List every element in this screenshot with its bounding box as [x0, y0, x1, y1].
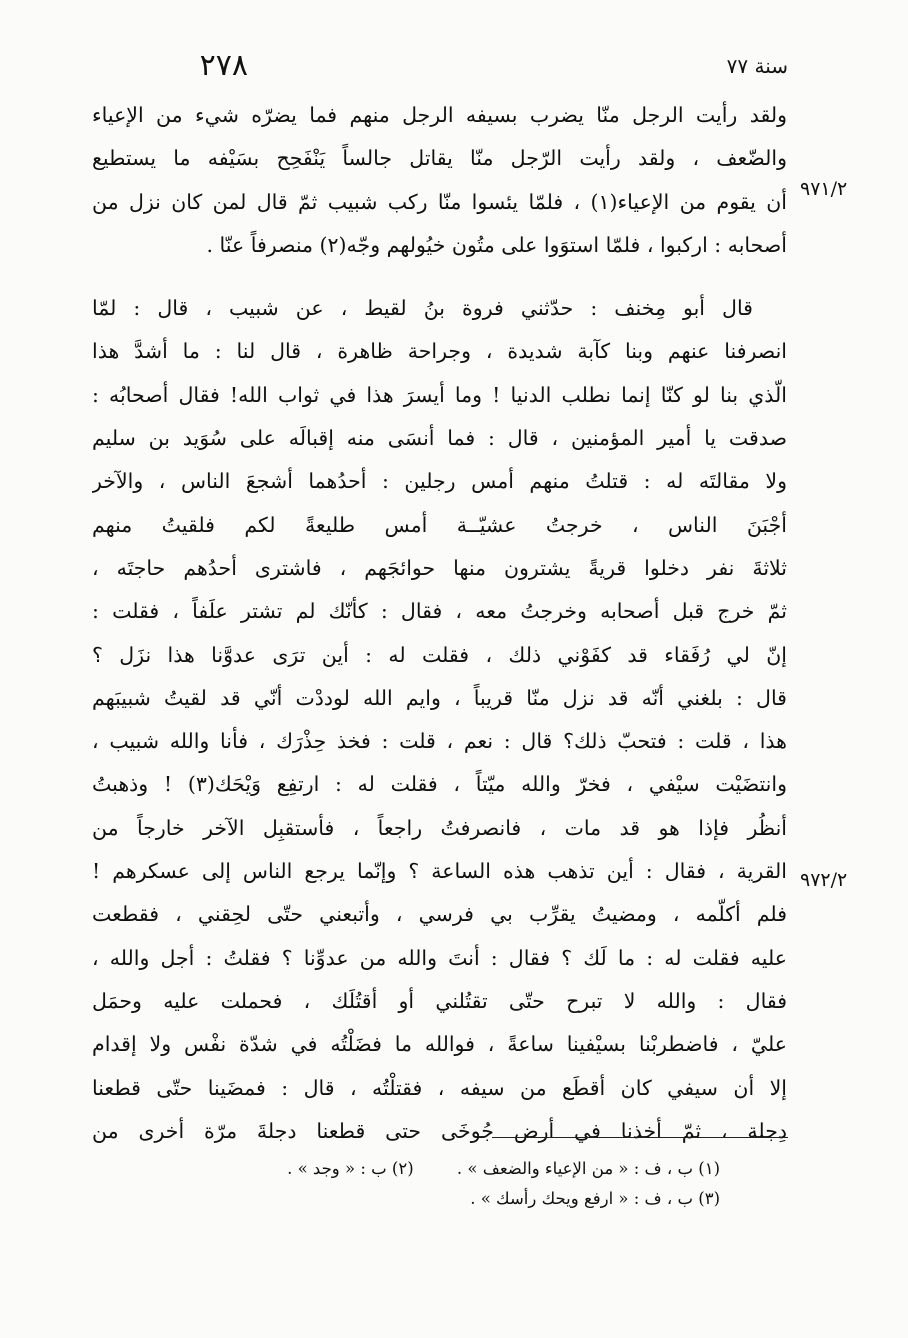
text-line: عليه فقلت له : ما لَك ؟ فقال : أنتَ والله من عدوِّنا ؟ فقلتُ : أجل والله ، [92, 945, 787, 970]
text-line: الّذي بنا لو كنّا إنما نطلب الدنيا ! وما أيسرَ هذا في ثواب الله! فقال أصحابُه : [92, 382, 787, 407]
text-line: القرية ، فقال : أين تذهب هذه الساعة ؟ وإنّما يرجع الناس إلى عسكرهم ! [92, 859, 787, 884]
paragraph-2 [92, 287, 787, 1153]
text-line: أصحابه : اركبوا ، فلمّا استوَوا على متُون خيُولهم وجّه(٢) منصرفاً عنّا . [206, 232, 787, 257]
text-line: عليّ ، فاضطربْنا بسيْفينا ساعةً ، فوالله ما فضَلْتُه في شدّة نفْس ولا إقدام [92, 1032, 787, 1057]
footnote-divider [492, 1137, 788, 1138]
text-line: إنّ لي رُفَقاء قد كفَوْني ذلك ، فقلت له : أين ترَى عدوَّنا هذا نزَل ؟ [92, 642, 787, 667]
page-number: ٢٧٨ [199, 48, 248, 83]
text-line: ولا مقالتَه له : قتلتُ منهم أمس رجلين : أحدُهما أشجعَ الناس ، والآخر [92, 469, 787, 494]
footnote-line [180, 1184, 720, 1214]
text-line: فلم أكلّمه ، ومضيتُ يقرِّب بي فرسي ، وأتبعني حتّى لحِقني ، فقطعت [92, 902, 787, 927]
main-text [92, 94, 787, 1153]
text-line: وانتضَيْت سيْفي ، فخرّ والله ميّتاً ، فقلت له : ارتفِع وَيْحَك(٣) ! وذهبتُ [92, 772, 787, 797]
text-line: أن يقوم من الإعياء(١) ، فلمّا يئسوا منّا ركب شبيب ثمّ قال لمن كان نزل من [92, 189, 787, 214]
paragraph-gap [92, 267, 787, 287]
text-line: قال أبو مِخنف : حدّثني فروة بنُ لقيط ، عن شبيب ، قال : لمّا [92, 296, 753, 321]
text-line: هذا ، قلت : فتحبّ ذلك؟ قال : نعم ، قلت : فخذ حِذْرَك ، فأنا والله شبيب ، [92, 729, 787, 754]
text-line: انصرفنا عنهم وبنا كآبة شديدة ، وجراحة ظاهرة ، قال لنا : ما أشدَّ هذا [92, 339, 787, 364]
running-header-year: سنة ٧٧ [726, 54, 788, 78]
text-line: ثمّ خرج قبل أصحابه وخرجتُ معه ، فقال : كأنّك لم تشتر علَفاً ، فقلت : [92, 599, 787, 624]
text-line: قال : بلغني أنّه قد نزل منّا قريباً ، وايم الله لوددْت أنّي قد لقيتُ شبيبَهم [92, 685, 787, 710]
text-line: أنظُر فإذا هو قد مات ، فانصرفتُ راجعاً ، فأستقبِل الآخر خارجاً من [92, 815, 787, 840]
margin-reference-1: ٩٧١/٢ [800, 178, 848, 200]
paragraph-1 [92, 94, 787, 267]
text-line: والضّعف ، ولقد رأيت الرّجل منّا يقاتل جالساً يَنْفَحِح بسَيْفه ما يستطيع [92, 146, 787, 171]
footnotes [180, 1154, 720, 1214]
text-line: ولقد رأيت الرجل منّا يضرب بسيفه الرجل منهم فما يضرّه شيء من الإعياء [92, 103, 787, 127]
text-line: دِجلة ، ثمّ أخذنا في أرض جُوخَى حتى قطعنا دجلةَ مرّة أخرى من [92, 1118, 787, 1143]
text-line: إلا أن سيفي كان أقطَع من سيفه ، فقتلْتُه ، قال : فمضَينا حتّى قطعنا [92, 1075, 787, 1100]
footnote-line [180, 1154, 720, 1184]
text-line: ثلاثةَ نفر دخلوا قريةً يشترون منها حوائجَهم ، فاشترى أحدُهم حاجتَه ، [92, 555, 787, 580]
footnote-1: (١) ب ، ف : « من الإعياء والضعف » . [456, 1159, 720, 1178]
footnote-2: (٢) ب : « وجد » . [287, 1159, 414, 1178]
margin-reference-2: ٩٧٢/٢ [800, 869, 848, 891]
footnote-3: (٣) ب ، ف : « ارفع ويحك رأسك » . [470, 1189, 720, 1208]
text-line: صدقت يا أمير المؤمنين ، قال : فما أنسَى منه إقبالَه على سُوَيد بن سليم [92, 426, 787, 451]
text-line: أجْبَنَ الناس ، خرجتُ عشيّــة أمس طليعةً لكم فلقيتُ منهم [92, 512, 787, 537]
text-line: فقال : والله لا تبرح حتّى تقتُلني أو أقتُلَك ، فحملت عليه وحمَل [92, 988, 787, 1013]
